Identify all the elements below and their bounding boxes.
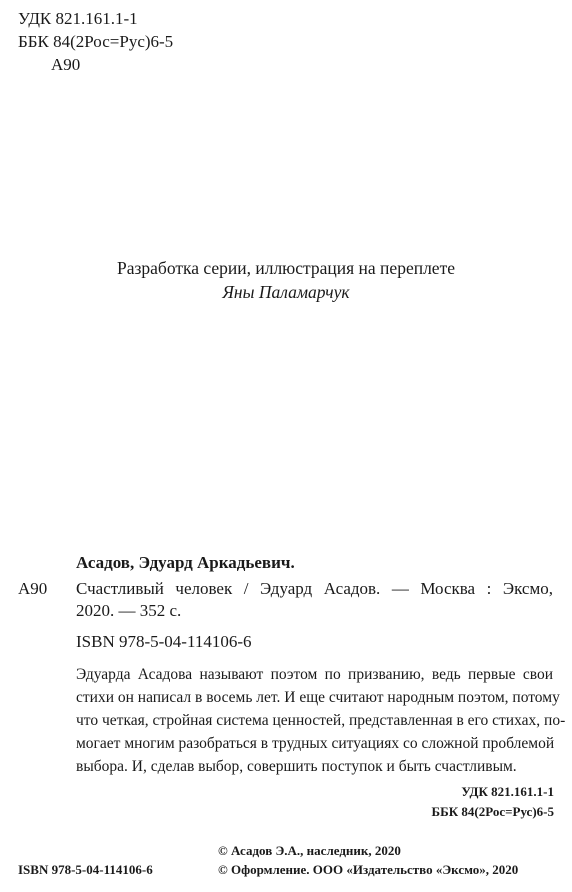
bib-title-line-2: 2020. — 352 с.: [76, 601, 182, 620]
illustrator-name: Яны Паламарчук: [222, 282, 350, 302]
bib-title-line-1: Счастливый человек / Эдуард Асадов. — Москва : Эксмо,: [76, 579, 553, 598]
annotation-line: выбора. И, сделав выбор, совершить поступок и быть счастливым.: [76, 758, 517, 775]
series-credit: Разработка серии, иллюстрация на переплете: [116, 258, 455, 278]
author-heading: Асадов, Эдуард Аркадьевич.: [76, 553, 295, 572]
udk-code-bottom: УДК 821.161.1-1: [461, 784, 554, 799]
annotation-line: что четкая, стройная система ценностей, представленная в его стихах, по-: [76, 712, 566, 729]
annotation-line: Эдуарда Асадова называют поэтом по призванию, ведь первые свои: [76, 666, 553, 683]
annotation-line: стихи он написал в восемь лет. И еще считают народным поэтом, потому: [76, 689, 560, 706]
copyright-publisher: © Оформление. ООО «Издательство «Эксмо», 2020: [218, 862, 519, 877]
annotation-line: могает многим разобраться в трудных ситуациях со сложной проблемой: [76, 735, 555, 752]
bib-author-mark: А90: [18, 579, 48, 598]
author-mark: А90: [51, 55, 81, 74]
bbk-code-bottom: ББК 84(2Рос=Рус)6-5: [431, 804, 554, 819]
copyright-author: © Асадов Э.А., наследник, 2020: [218, 843, 401, 858]
footer-isbn: ISBN 978-5-04-114106-6: [18, 862, 153, 877]
bbk-code: ББК 84(2Рос=Рус)6-5: [18, 32, 174, 51]
bib-isbn: ISBN 978-5-04-114106-6: [76, 632, 252, 651]
udk-code: УДК 821.161.1-1: [18, 9, 138, 28]
